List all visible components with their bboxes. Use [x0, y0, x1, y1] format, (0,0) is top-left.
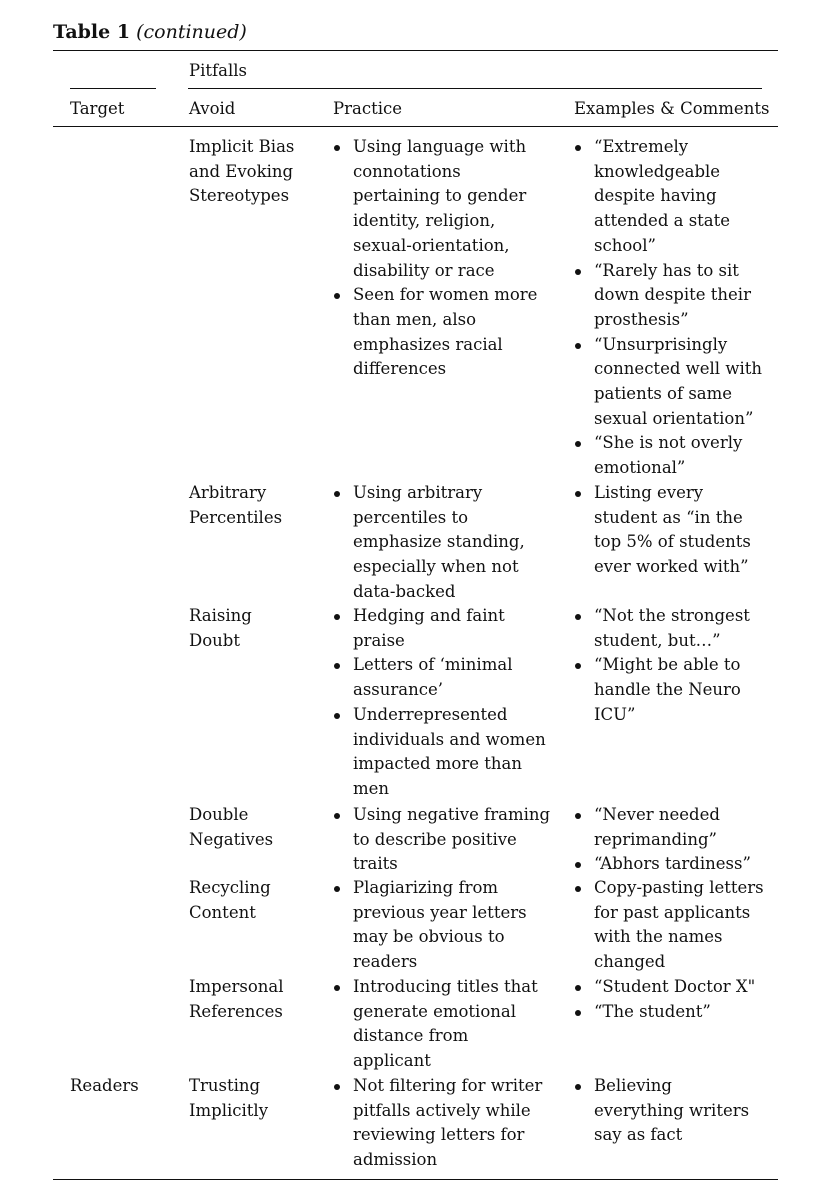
- avoid-line: Doubt: [189, 630, 240, 650]
- practice-bullet-line: Seen for women more: [353, 285, 538, 305]
- examples-bullet-line: “Extremely: [594, 137, 689, 156]
- practice-bullet-line: connotations: [353, 161, 461, 181]
- avoid-cell: [189, 876, 271, 925]
- avoid-cell: [189, 975, 284, 1024]
- bottom-rule: [53, 1179, 778, 1180]
- practice-bullet-line: distance from: [353, 1026, 469, 1046]
- examples-bullet-line: “Rarely has to sit: [594, 260, 739, 280]
- avoid-line: Stereotypes: [189, 186, 290, 206]
- avoid-line: Implicitly: [189, 1100, 269, 1120]
- practice-bullet-line: assurance’: [353, 680, 444, 700]
- examples-bullet-item: [573, 1000, 755, 1025]
- avoid-line: Impersonal: [189, 977, 284, 996]
- examples-bullet-item: [573, 653, 750, 727]
- examples-list: [573, 975, 755, 1024]
- avoid-line: Arbitrary: [189, 483, 267, 502]
- examples-list: [573, 481, 751, 580]
- examples-list: [573, 876, 764, 975]
- practice-bullet-line: applicant: [353, 1051, 431, 1071]
- examples-bullet-line: student, but…”: [594, 630, 721, 650]
- practice-bullet-line: previous year letters: [353, 902, 527, 922]
- table-caption: [53, 18, 247, 46]
- practice-bullet-item: [332, 283, 537, 382]
- examples-bullet-line: “The student”: [594, 1001, 711, 1021]
- examples-bullet-line: prosthesis”: [594, 309, 689, 329]
- practice-bullet-line: Using negative framing: [353, 805, 551, 824]
- practice-bullet-line: differences: [353, 359, 447, 379]
- examples-bullet-line: for past applicants: [594, 902, 751, 922]
- practice-list: [332, 1074, 542, 1173]
- examples-list: [573, 803, 751, 877]
- examples-bullet-line: “Abhors tardiness”: [594, 854, 751, 874]
- avoid-cell: [189, 1074, 268, 1123]
- practice-bullet-line: impacted more than: [353, 754, 522, 774]
- practice-bullet-item: [332, 803, 550, 877]
- avoid-line: Recycling: [189, 878, 271, 897]
- practice-bullet-line: admission: [353, 1150, 438, 1170]
- avoid-line: References: [189, 1001, 283, 1021]
- practice-bullet-line: emphasize standing,: [353, 532, 525, 552]
- examples-bullet-line: with the names: [594, 927, 723, 947]
- avoid-line: Trusting: [189, 1076, 261, 1095]
- examples-bullet-item: [573, 135, 762, 259]
- examples-bullet-item: [573, 803, 751, 852]
- practice-bullet-item: [332, 975, 538, 1074]
- examples-bullet-line: “Might be able to: [594, 655, 741, 675]
- practice-bullet-line: percentiles to: [353, 507, 469, 527]
- practice-list: [332, 481, 525, 605]
- header-target: Target: [70, 99, 125, 118]
- practice-bullet-item: [332, 876, 527, 975]
- examples-list: [573, 135, 762, 481]
- table-number: Table 1: [53, 21, 131, 43]
- practice-bullet-line: readers: [353, 952, 418, 972]
- avoid-line: Percentiles: [189, 507, 283, 527]
- avoid-line: Negatives: [189, 829, 274, 849]
- practice-bullet-line: men: [353, 778, 390, 798]
- examples-bullet-line: ICU”: [594, 704, 636, 724]
- examples-bullet-item: [573, 975, 755, 1000]
- header-bottom-rule: [53, 126, 778, 127]
- avoid-line: Double: [189, 805, 249, 824]
- avoid-line: and Evoking: [189, 161, 294, 181]
- header-avoid: Avoid: [189, 99, 236, 118]
- examples-bullet-line: patients of same: [594, 384, 733, 404]
- examples-bullet-item: [573, 876, 764, 975]
- examples-bullet-line: “Not the strongest: [594, 606, 750, 625]
- examples-bullet-line: handle the Neuro: [594, 680, 741, 700]
- practice-list: [332, 135, 537, 382]
- practice-bullet-line: Plagiarizing from: [353, 878, 499, 897]
- examples-bullet-item: [573, 481, 751, 580]
- practice-bullet-line: Hedging and faint: [353, 606, 505, 625]
- examples-list: [573, 1074, 749, 1148]
- practice-bullet-line: reviewing letters for: [353, 1125, 525, 1145]
- avoid-line: Content: [189, 902, 256, 922]
- practice-bullet-line: than men, also: [353, 309, 477, 329]
- examples-bullet-item: [573, 852, 751, 877]
- practice-bullet-line: sexual-orientation,: [353, 235, 510, 255]
- examples-bullet-line: despite having: [594, 186, 717, 206]
- examples-bullet-line: “Student Doctor X": [594, 977, 756, 996]
- avoid-cell: [189, 803, 273, 852]
- examples-bullet-line: Listing every: [594, 483, 704, 502]
- examples-bullet-line: student as “in the: [594, 507, 743, 527]
- avoid-line: Raising: [189, 606, 252, 625]
- practice-bullet-item: [332, 604, 546, 653]
- examples-bullet-line: “Never needed: [594, 805, 720, 824]
- practice-bullet-line: disability or race: [353, 260, 495, 280]
- examples-bullet-line: say as fact: [594, 1125, 683, 1145]
- practice-bullet-line: Using arbitrary: [353, 483, 483, 502]
- examples-bullet-line: ever worked with”: [594, 557, 749, 577]
- examples-bullet-line: everything writers: [594, 1100, 750, 1120]
- examples-bullet-item: [573, 431, 762, 480]
- examples-bullet-line: top 5% of students: [594, 532, 751, 552]
- examples-bullet-line: connected well with: [594, 359, 762, 379]
- examples-bullet-item: [573, 333, 762, 432]
- practice-list: [332, 604, 546, 802]
- header-examples: Examples & Comments: [574, 99, 770, 118]
- practice-bullet-item: [332, 703, 546, 802]
- examples-bullet-line: reprimanding”: [594, 829, 717, 849]
- practice-bullet-item: [332, 653, 546, 702]
- practice-bullet-line: Letters of ‘minimal: [353, 655, 513, 675]
- header-pitfalls: Pitfalls: [189, 61, 247, 80]
- examples-bullet-line: changed: [594, 952, 666, 972]
- practice-bullet-line: identity, religion,: [353, 211, 496, 231]
- avoid-cell: [189, 481, 282, 530]
- avoid-cell: [189, 135, 294, 209]
- examples-list: [573, 604, 750, 728]
- pitfalls-header-rule: [188, 88, 762, 89]
- practice-bullet-line: Introducing titles that: [353, 977, 538, 996]
- target-cell: Readers: [70, 1076, 139, 1095]
- practice-bullet-line: Using language with: [353, 137, 527, 156]
- examples-bullet-item: [573, 1074, 749, 1148]
- practice-bullet-line: generate emotional: [353, 1001, 517, 1021]
- examples-bullet-item: [573, 604, 750, 653]
- header-practice: Practice: [333, 99, 402, 118]
- examples-bullet-line: “She is not overly: [594, 433, 743, 453]
- examples-bullet-line: down despite their: [594, 285, 751, 305]
- practice-bullet-line: especially when not: [353, 557, 519, 577]
- practice-bullet-item: [332, 1074, 542, 1173]
- practice-bullet-line: traits: [353, 854, 398, 874]
- practice-list: [332, 803, 550, 877]
- practice-bullet-item: [332, 481, 525, 605]
- examples-bullet-line: “Unsurprisingly: [594, 334, 728, 354]
- practice-bullet-line: praise: [353, 630, 405, 650]
- practice-bullet-line: data-backed: [353, 581, 456, 601]
- practice-bullet-line: emphasizes racial: [353, 334, 503, 354]
- examples-bullet-line: attended a state: [594, 211, 731, 231]
- practice-bullet-line: pitfalls actively while: [353, 1100, 531, 1120]
- practice-bullet-item: [332, 135, 537, 283]
- practice-list: [332, 876, 527, 975]
- practice-bullet-line: may be obvious to: [353, 927, 505, 947]
- examples-bullet-line: school”: [594, 235, 656, 255]
- avoid-line: Implicit Bias: [189, 137, 295, 156]
- practice-bullet-line: Underrepresented: [353, 704, 508, 724]
- practice-bullet-line: to describe positive: [353, 829, 517, 849]
- top-rule: [53, 50, 778, 51]
- table-continued-note: (continued): [136, 21, 247, 43]
- practice-bullet-line: pertaining to gender: [353, 186, 527, 206]
- examples-bullet-line: Copy-pasting letters: [594, 878, 764, 897]
- examples-bullet-line: sexual orientation”: [594, 408, 754, 428]
- examples-bullet-line: emotional”: [594, 458, 686, 478]
- examples-bullet-line: knowledgeable: [594, 161, 721, 181]
- practice-list: [332, 975, 538, 1074]
- examples-bullet-item: [573, 259, 762, 333]
- avoid-cell: [189, 604, 252, 653]
- examples-bullet-line: Believing: [594, 1076, 672, 1095]
- target-header-rule: [70, 88, 156, 89]
- practice-bullet-line: Not filtering for writer: [353, 1076, 543, 1095]
- practice-bullet-line: individuals and women: [353, 729, 546, 749]
